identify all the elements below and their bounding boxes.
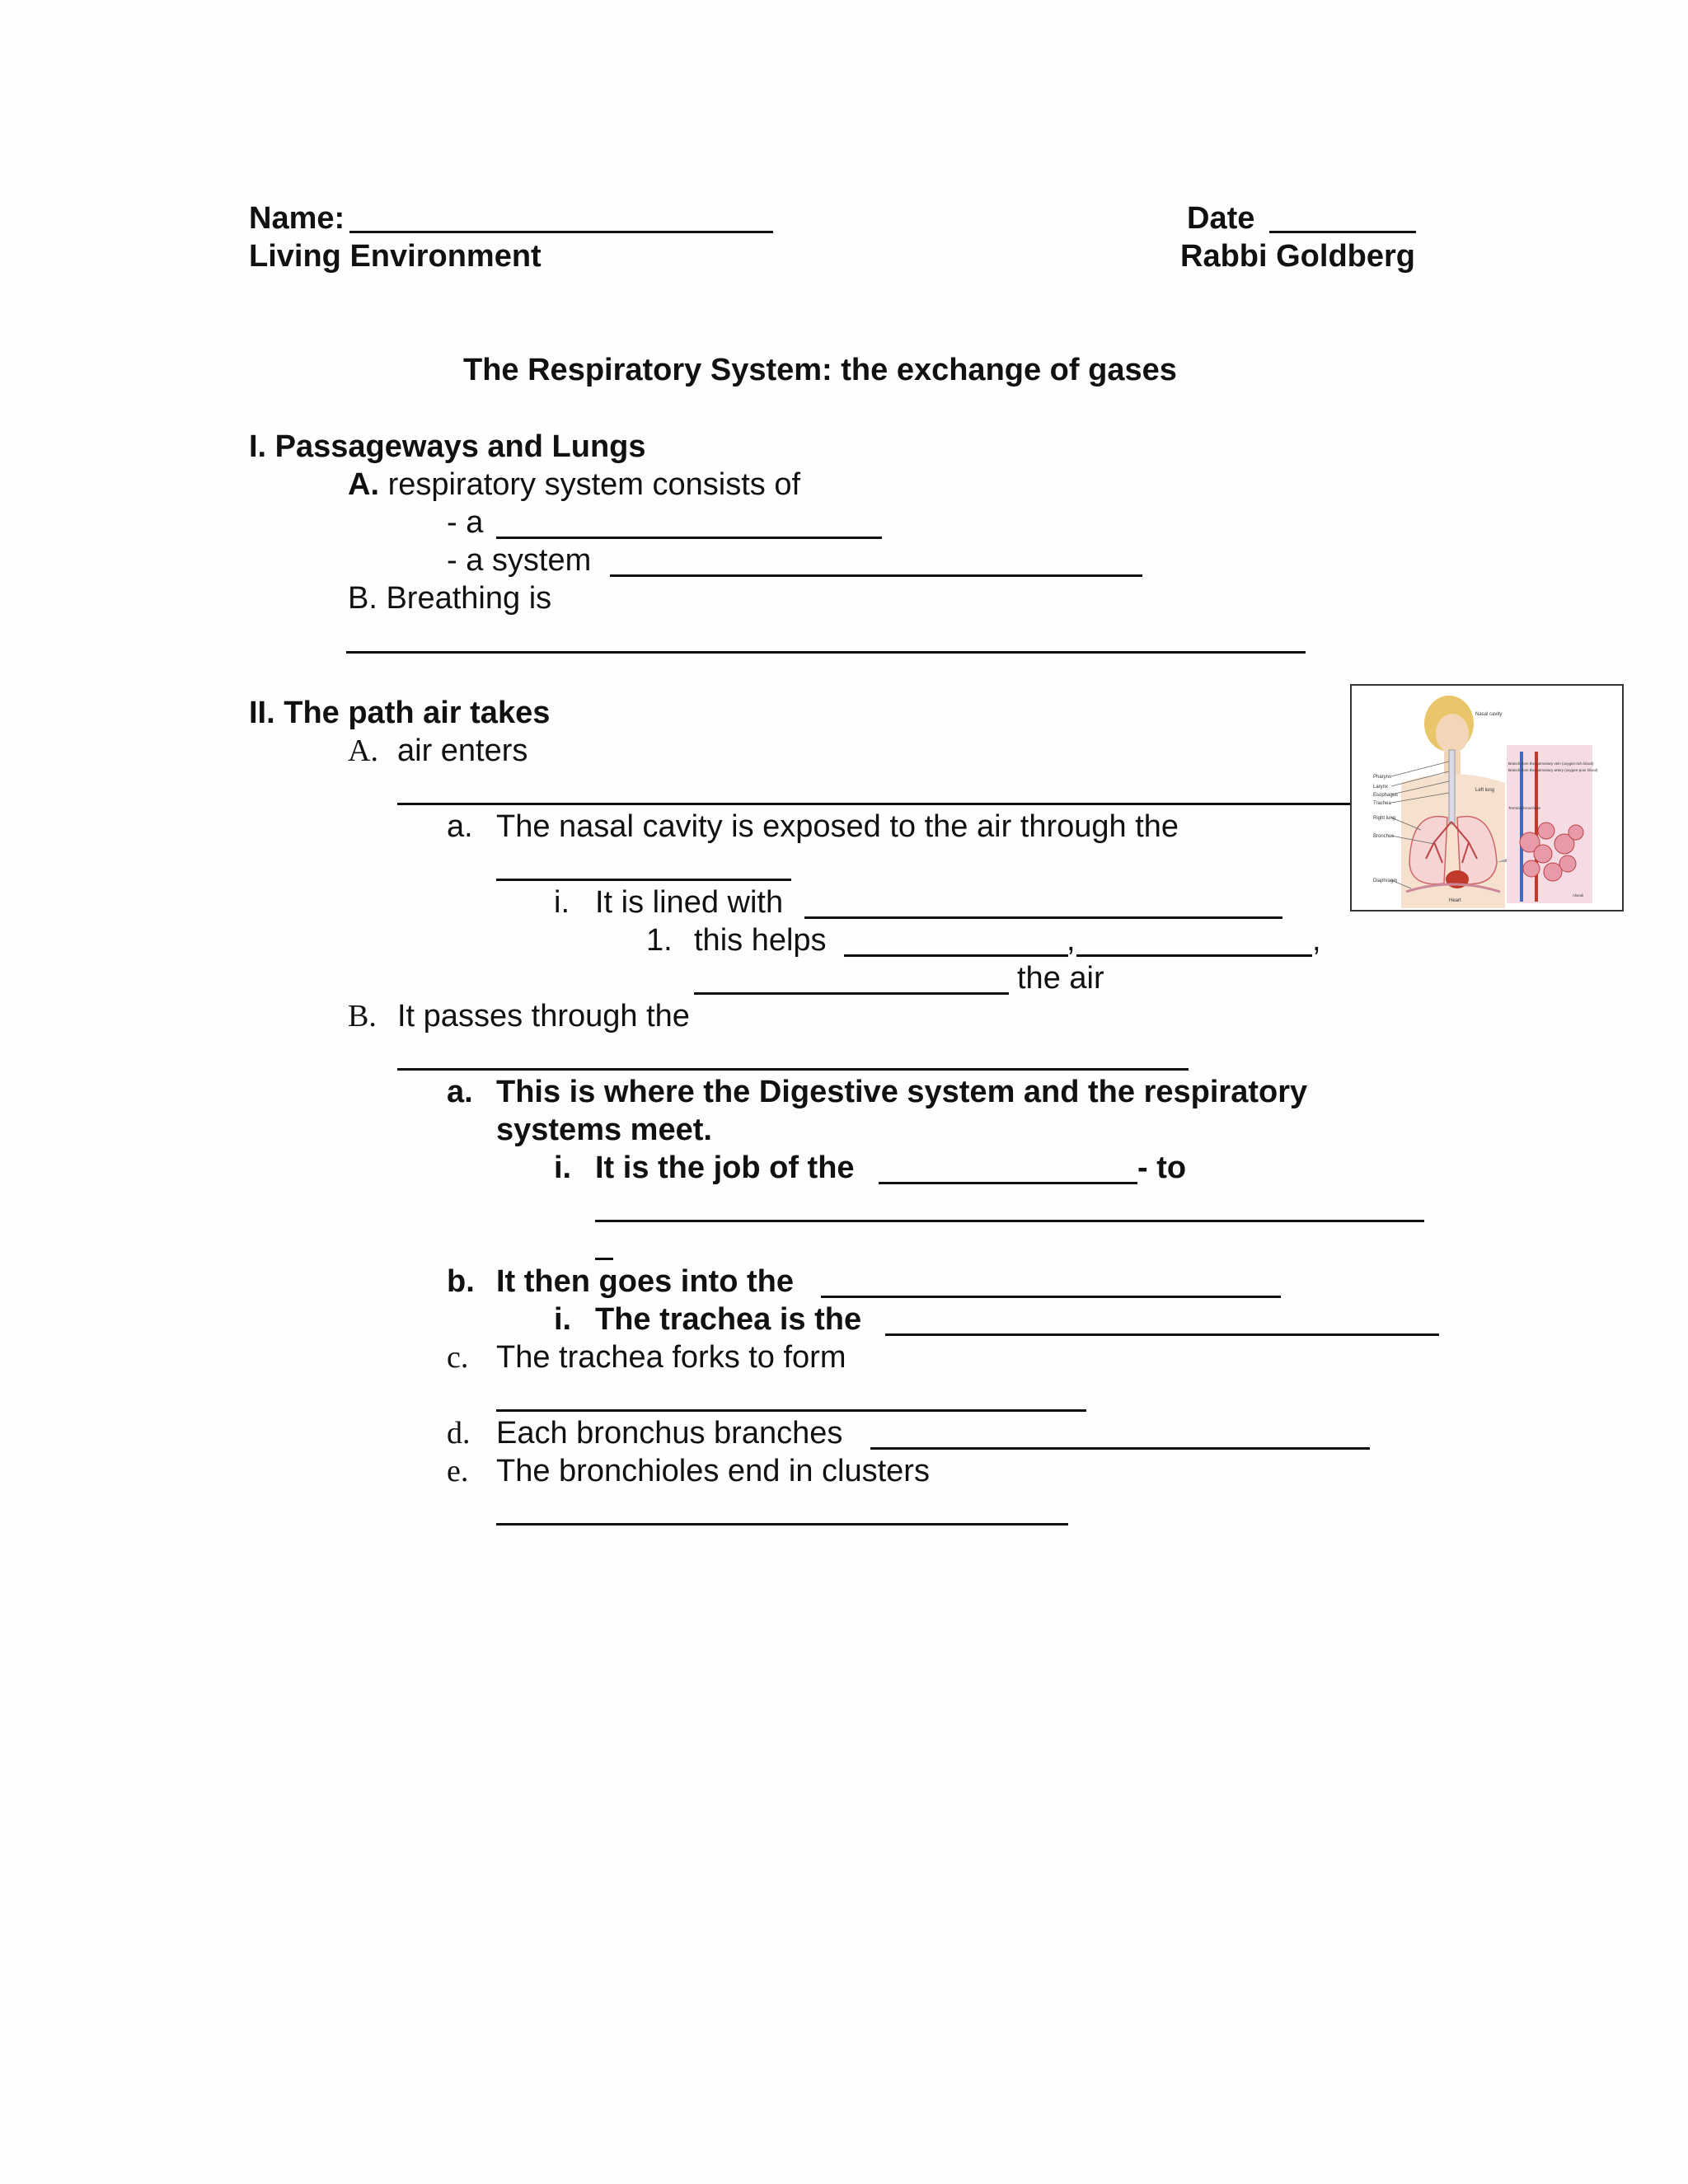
fig-label-larynx: Larynx xyxy=(1373,785,1389,790)
section2-d-marker: d. xyxy=(447,1416,471,1451)
respiratory-system-diagram xyxy=(1350,684,1624,912)
section1-item-a1: - a xyxy=(447,505,484,540)
section2-d-text: Each bronchus branches xyxy=(496,1416,843,1451)
name-blank[interactable] xyxy=(349,231,773,233)
section2-i-blank[interactable] xyxy=(804,916,1282,919)
trachea-shape xyxy=(1449,750,1455,824)
section1-item-a-marker: A. xyxy=(348,467,379,502)
section2-Bb-blank[interactable] xyxy=(821,1296,1281,1298)
section2-1-blank-c[interactable] xyxy=(694,992,1009,995)
fig-label-alveoli: Alveoli xyxy=(1573,893,1584,898)
section2-Bai-marker: i. xyxy=(554,1151,572,1185)
respiratory-illustration xyxy=(1352,686,1622,910)
section1-heading: I. Passageways and Lungs xyxy=(249,429,646,464)
section2-Bbi-blank[interactable] xyxy=(885,1333,1439,1336)
section1-item-a xyxy=(348,466,800,504)
section2-Bai-suffix: - to xyxy=(1137,1151,1187,1185)
section2-a-text: The nasal cavity is exposed to the air through the xyxy=(496,809,1179,844)
section2-d-blank[interactable] xyxy=(870,1447,1370,1450)
section2-Bai-blank-2[interactable] xyxy=(595,1220,1424,1222)
section1-item-a-text: respiratory system consists of xyxy=(387,467,801,502)
fig-label-nasal-cavity: Nasal cavity xyxy=(1475,712,1503,717)
section2-heading: II. The path air takes xyxy=(249,696,551,730)
section2-the-air: the air xyxy=(1017,961,1104,996)
date-label: Date xyxy=(1187,201,1255,236)
comma: , xyxy=(1312,923,1321,958)
section2-c-marker: c. xyxy=(447,1340,469,1375)
section2-B-marker: B. xyxy=(348,999,377,1033)
section2-e-text: The bronchioles end in clusters xyxy=(496,1454,930,1488)
comma: , xyxy=(1067,923,1076,958)
page-title: The Respiratory System: the exchange of gases xyxy=(463,353,1177,387)
section2-a-marker: a. xyxy=(447,809,473,844)
section2-Ba-line2: systems meet. xyxy=(496,1113,712,1147)
section2-a-blank[interactable] xyxy=(496,879,791,881)
section2-Bb-marker: b. xyxy=(447,1264,475,1299)
fig-label-trachea: Trachea xyxy=(1373,801,1391,806)
section2-Bai-blank-3[interactable] xyxy=(595,1258,613,1260)
section2-Bb-text: It then goes into the xyxy=(496,1264,794,1299)
section1-item-a1-blank[interactable] xyxy=(496,537,882,539)
section2-B-blank[interactable] xyxy=(397,1068,1189,1071)
fig-label-left-lung: Left lung xyxy=(1475,788,1495,793)
fig-label-diaphragm: Diaphragm xyxy=(1373,879,1398,883)
fig-label-pharynx: Pharynx xyxy=(1373,775,1392,780)
section2-1-blank-b[interactable] xyxy=(1076,954,1312,957)
section2-i-marker: i. xyxy=(554,885,570,920)
name-label: Name: xyxy=(249,201,345,236)
section2-B-text: It passes through the xyxy=(397,999,690,1033)
section2-Ba-line1: This is where the Digestive system and the respiratory xyxy=(496,1075,1308,1109)
section2-Bai-text: It is the job of the xyxy=(595,1151,855,1185)
section2-1-marker: 1. xyxy=(646,923,673,958)
fig-label-bronchus: Bronchus xyxy=(1373,834,1395,839)
section2-i-text: It is lined with xyxy=(595,885,784,920)
section1-item-a2-blank[interactable] xyxy=(610,574,1142,577)
fig-label-pulmonary-vein: Branch from the pulmonary vein (oxygen-rich blood) xyxy=(1508,762,1594,766)
section2-1-blank-a[interactable] xyxy=(844,954,1068,957)
section2-c-blank[interactable] xyxy=(496,1409,1086,1412)
course-name: Living Environment xyxy=(249,239,542,274)
section2-Bbi-text: The trachea is the xyxy=(595,1302,862,1337)
section2-e-blank[interactable] xyxy=(496,1523,1068,1526)
section2-e-marker: e. xyxy=(447,1454,469,1488)
section1-item-b-blank[interactable] xyxy=(346,651,1306,654)
fig-label-heart: Heart xyxy=(1449,898,1461,903)
fig-label-pulmonary-artery: Branch from the pulmonary artery (oxygen-poor blood) xyxy=(1508,768,1598,772)
section2-A-text: air enters xyxy=(397,733,528,768)
section2-Bbi-marker: i. xyxy=(554,1302,572,1337)
fig-label-esophagus: Esophagus xyxy=(1373,793,1399,798)
date-blank[interactable] xyxy=(1269,231,1416,233)
section1-item-b: B. Breathing is xyxy=(348,581,552,616)
fig-label-right-lung: Right lung xyxy=(1373,816,1396,821)
section2-1-text: this helps xyxy=(694,923,827,958)
section2-Ba-marker: a. xyxy=(447,1075,473,1109)
teacher-name: Rabbi Goldberg xyxy=(1180,239,1415,274)
section2-Bai-blank[interactable] xyxy=(879,1182,1137,1184)
section2-A-marker: A. xyxy=(348,733,378,768)
fig-label-terminal-bronchiole: Terminal bronchiole xyxy=(1508,806,1541,810)
section2-c-text: The trachea forks to form xyxy=(496,1340,846,1375)
section1-item-a2: - a system xyxy=(447,543,592,578)
section2-A-blank[interactable] xyxy=(397,803,1350,805)
face-shape xyxy=(1436,714,1469,753)
